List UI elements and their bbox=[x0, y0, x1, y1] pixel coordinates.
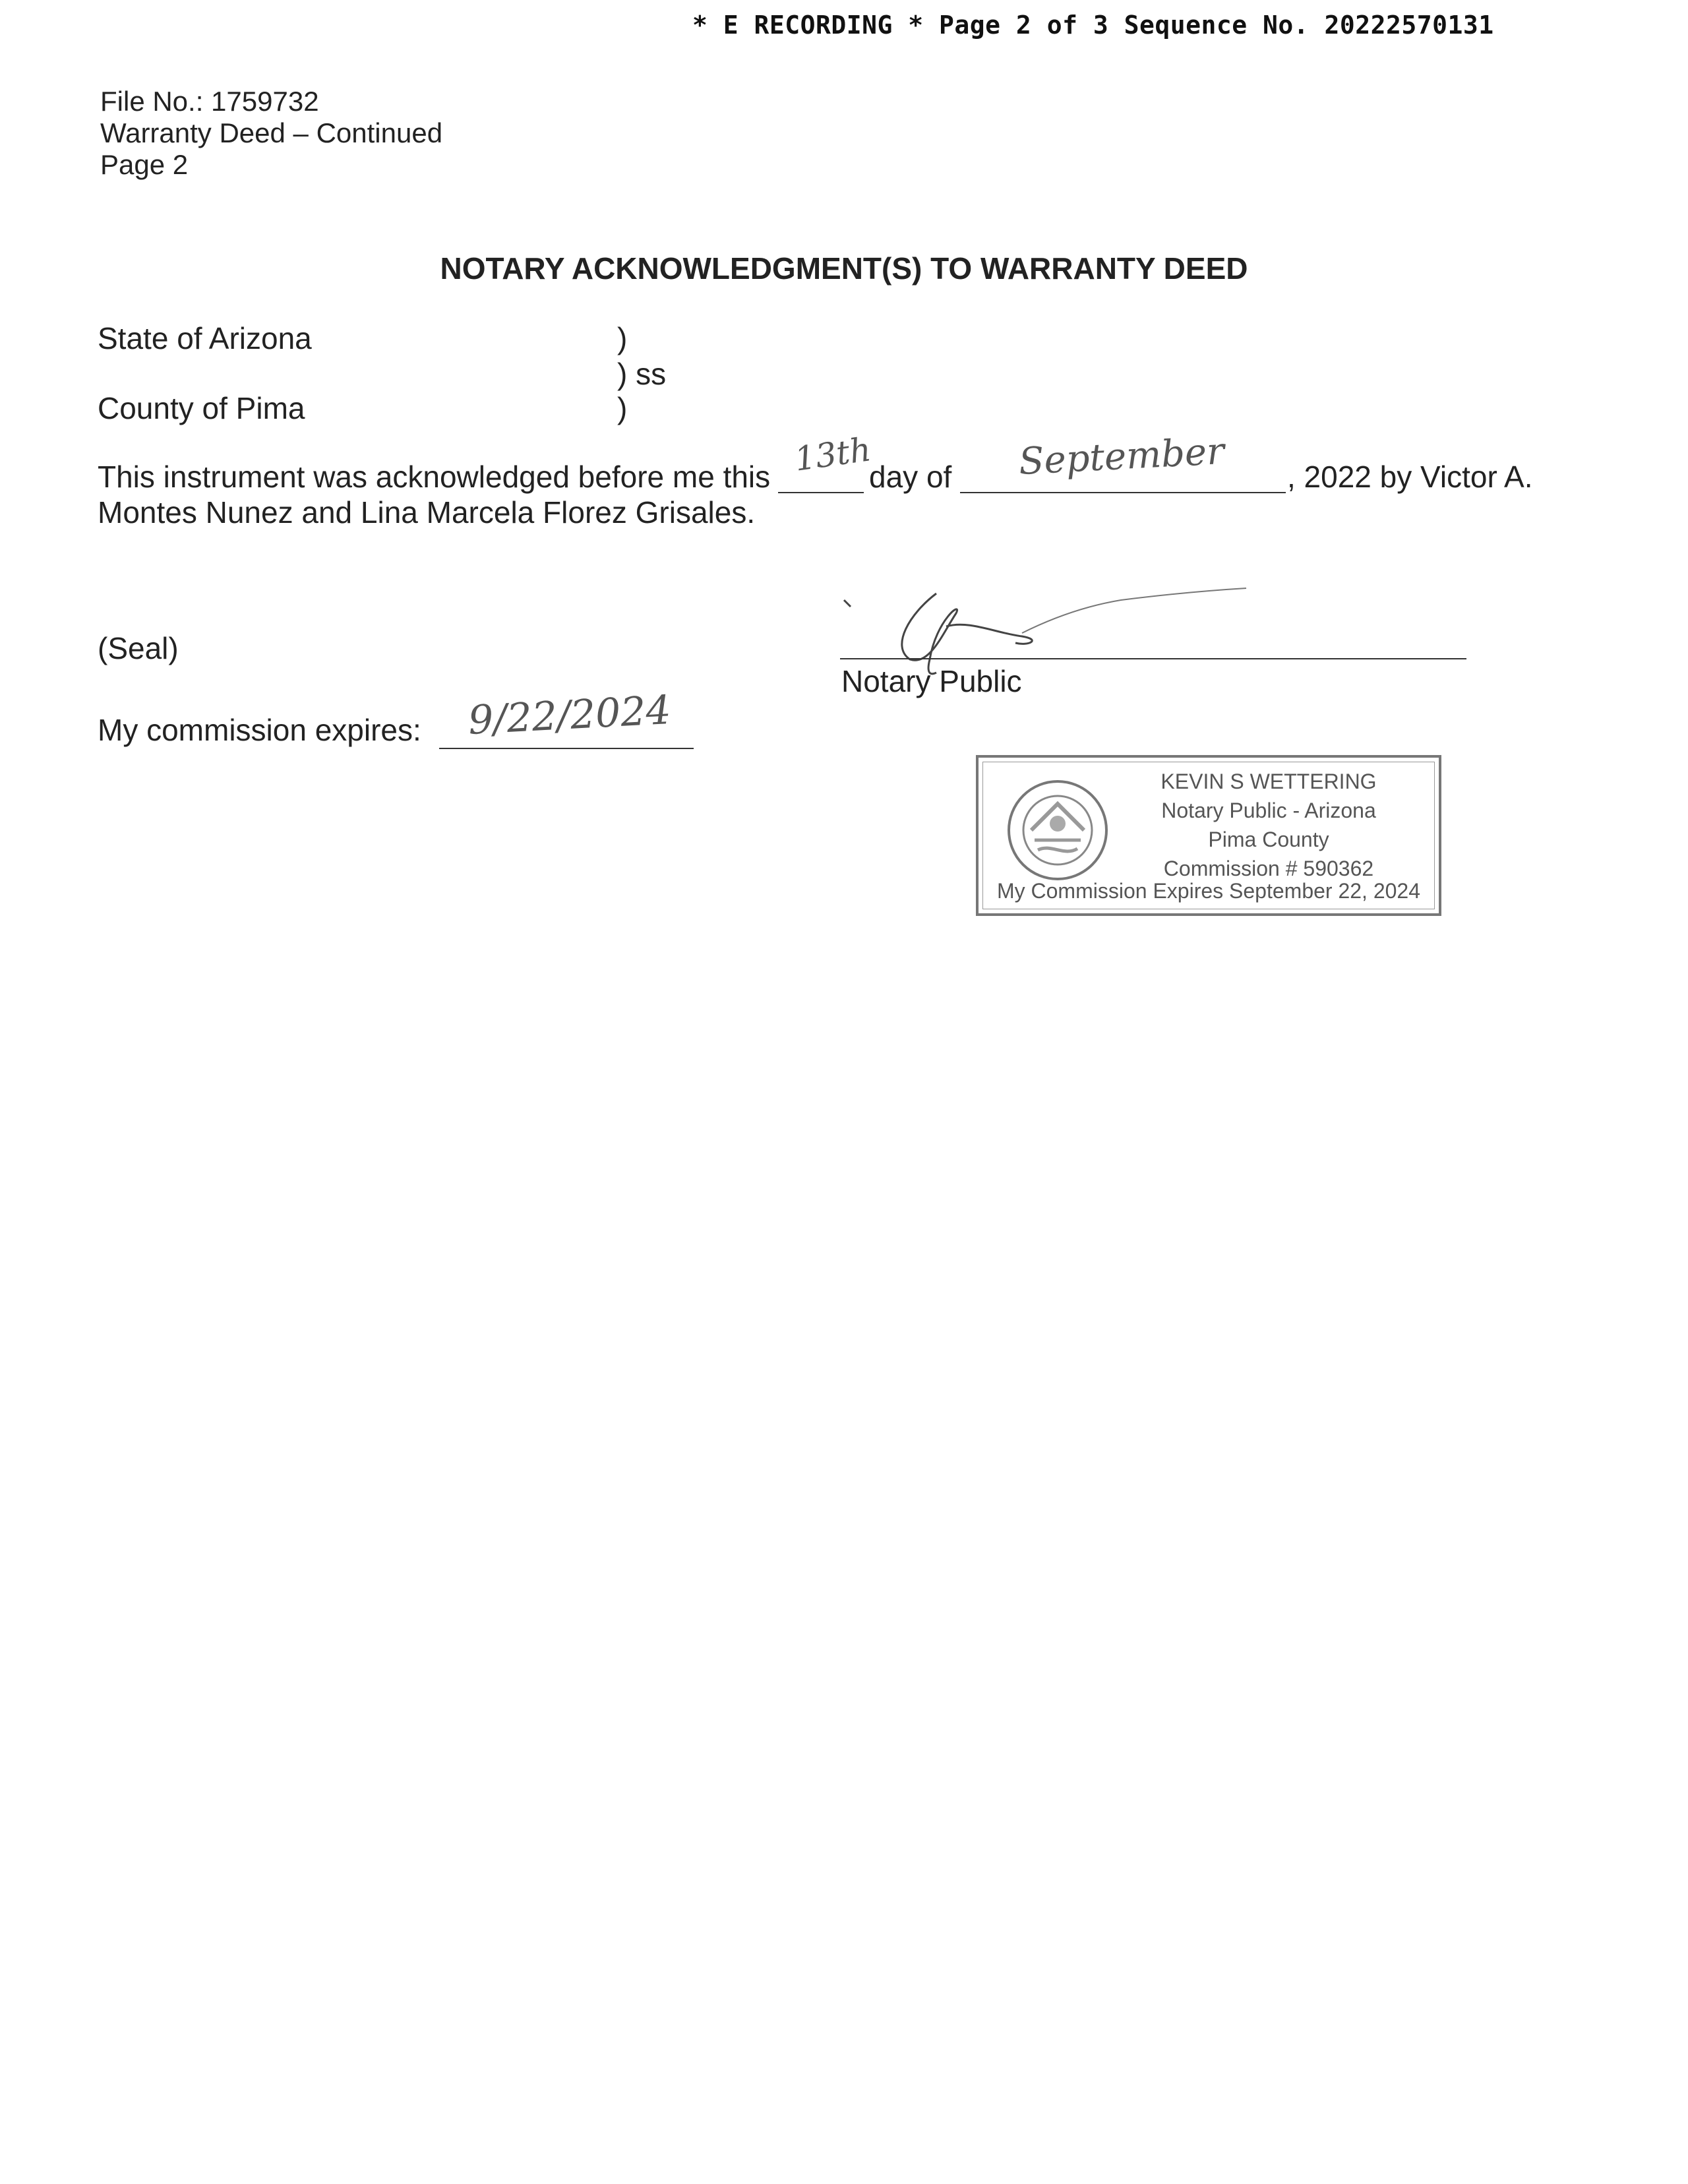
notary-label: Notary Public bbox=[841, 664, 1022, 698]
commission-blank-line bbox=[439, 748, 694, 749]
handwritten-commission-date: 9/22/2024 bbox=[467, 686, 673, 744]
commission-label: My commission expires: bbox=[98, 713, 421, 747]
state-label: State of Arizona bbox=[98, 321, 312, 355]
stamp-notary-name: KEVIN S WETTERING bbox=[1160, 770, 1377, 793]
month-blank-line bbox=[960, 492, 1286, 493]
acknowledgment-text-3: , 2022 by Victor A. bbox=[1287, 460, 1533, 494]
handwritten-day: 13th bbox=[792, 430, 874, 479]
stamp-notary-title: Notary Public - Arizona bbox=[1161, 799, 1376, 822]
file-number: File No.: 1759732 bbox=[100, 86, 319, 117]
stamp-expiration: My Commission Expires September 22, 2024 bbox=[996, 879, 1421, 903]
venue-paren-3: ) bbox=[617, 391, 628, 425]
handwritten-month: September bbox=[1017, 429, 1226, 484]
venue-paren-ss: ) ss bbox=[617, 357, 667, 391]
arizona-seal-icon bbox=[1005, 777, 1110, 883]
recording-header: * E RECORDING * Page 2 of 3 Sequence No. 20222570131 bbox=[692, 11, 1494, 40]
document-title: NOTARY ACKNOWLEDGMENT(S) TO WARRANTY DEED bbox=[440, 251, 1248, 286]
acknowledgment-text-1: This instrument was acknowledged before me this bbox=[98, 460, 771, 494]
stamp-county: Pima County bbox=[1208, 828, 1329, 851]
file-page: Page 2 bbox=[100, 149, 189, 180]
notary-signature-line bbox=[840, 658, 1466, 659]
acknowledgment-text-2: day of bbox=[869, 460, 952, 494]
county-label: County of Pima bbox=[98, 391, 305, 425]
file-info-block bbox=[100, 86, 442, 181]
venue-paren-1: ) bbox=[617, 321, 628, 355]
stamp-text-block bbox=[1117, 767, 1420, 883]
notary-stamp bbox=[976, 755, 1441, 916]
day-blank-line bbox=[778, 492, 864, 493]
file-subtitle: Warranty Deed – Continued bbox=[100, 117, 443, 148]
seal-label: (Seal) bbox=[98, 631, 179, 665]
stamp-commission-number: Commission # 590362 bbox=[1163, 857, 1374, 880]
acknowledgment-text-4: Montes Nunez and Lina Marcela Florez Grisales. bbox=[98, 495, 756, 530]
